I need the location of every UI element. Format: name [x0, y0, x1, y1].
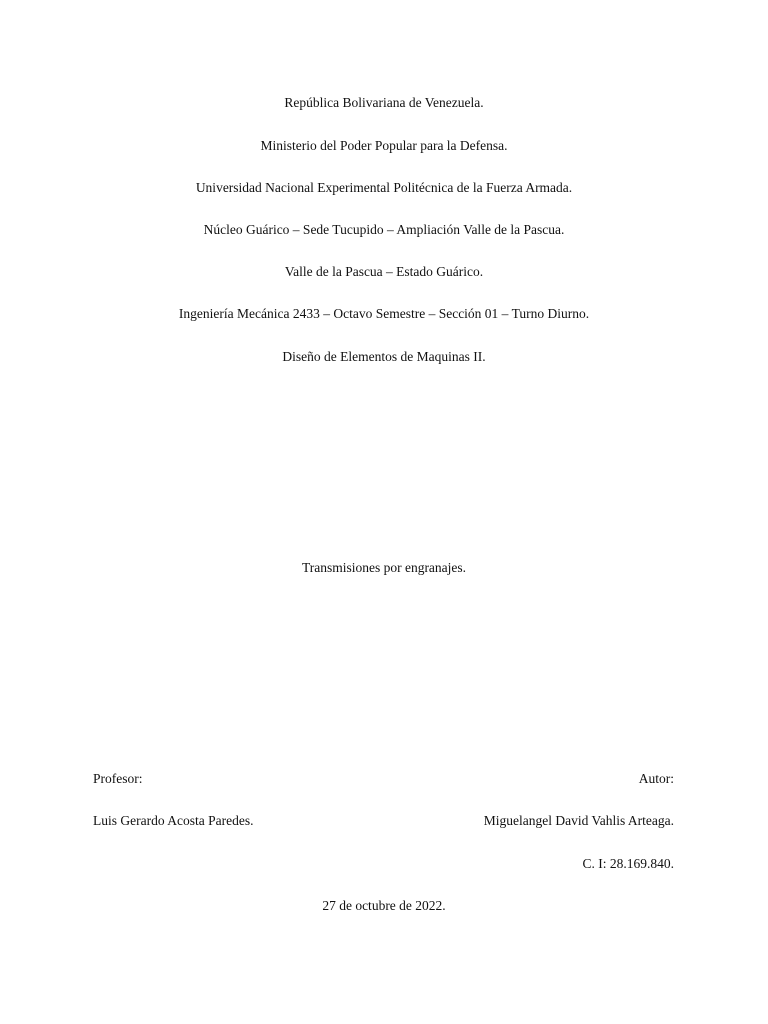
author-name: Miguelangel David Vahlis Arteaga. — [483, 813, 674, 828]
author-label: Autor: — [638, 771, 674, 786]
header-country: República Bolivariana de Venezuela. — [284, 95, 484, 110]
professor-label: Profesor: — [93, 771, 143, 786]
header-location: Valle de la Pascua – Estado Guárico. — [284, 264, 484, 279]
header-program: Ingeniería Mecánica 2433 – Octavo Semestre – Sección 01 – Turno Diurno. — [178, 306, 590, 321]
document-date: 27 de octubre de 2022. — [322, 898, 446, 913]
header-course: Diseño de Elementos de Maquinas II. — [282, 349, 486, 364]
author-id: C. I: 28.169.840. — [582, 856, 674, 871]
header-ministry: Ministerio del Poder Popular para la Defensa. — [260, 138, 508, 153]
header-university: Universidad Nacional Experimental Politécnica de la Fuerza Armada. — [195, 180, 573, 195]
header-campus: Núcleo Guárico – Sede Tucupido – Ampliación Valle de la Pascua. — [203, 222, 565, 237]
professor-name: Luis Gerardo Acosta Paredes. — [93, 813, 254, 828]
document-title: Transmisiones por engranajes. — [301, 560, 467, 575]
